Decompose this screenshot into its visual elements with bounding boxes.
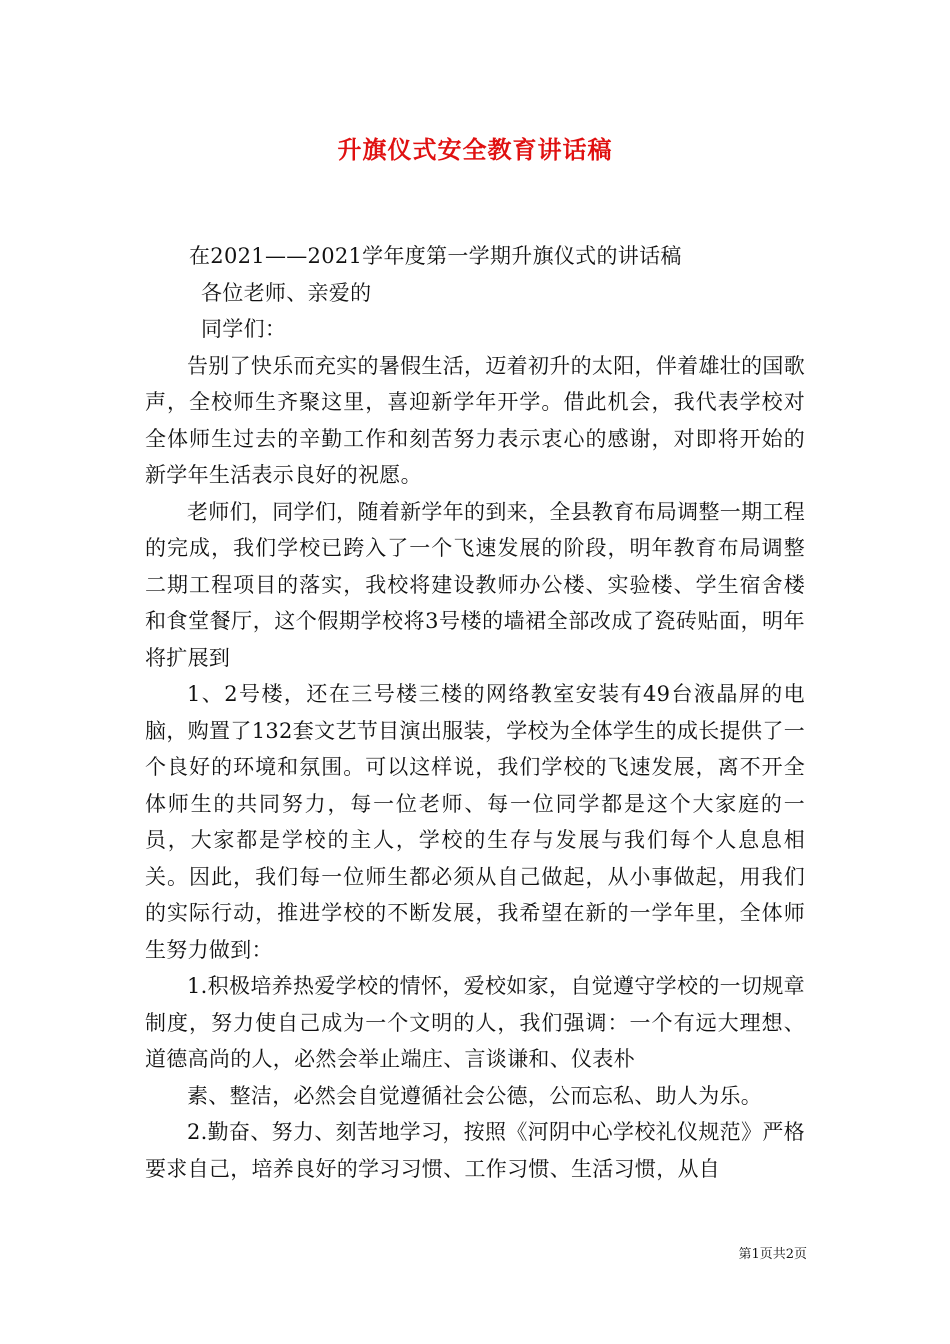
body-paragraph: 1.积极培养热爱学校的情怀，爱校如家，自觉遵守学校的一切规章制度，努力使自己成为一个文明的人，我们强调：一个有远大理想、道德高尚的人，必然会举止端庄、言谈谦和、仪表朴: [145, 974, 805, 1071]
salutation-line-1: 各位老师、亲爱的: [201, 280, 372, 305]
body-paragraph: 1、2号楼，还在三号楼三楼的网络教室安装有49台液晶屏的电脑，购置了132套文艺节目演出服装，学校为全体学生的成长提供了一个良好的环境和氛围。可以这样说，我们学校的飞速发展，离不开全体师生的共同努力，每一位老师、每一位同学都是这个大家庭的一员，大家都是学校的主人，学校的生存与发展与我们每个人息息相关。因此，我们每一位师生都必须从自己做起，从小事做起，用我们的实际行动，推进学校的不断发展，我希望在新的一学年里，全体师生努力做到：: [145, 682, 805, 962]
document-title: 升旗仪式安全教育讲话稿: [337, 135, 613, 164]
body-paragraph: 素、整洁，必然会自觉遵循社会公德，公而忘私、助人为乐。: [187, 1083, 763, 1108]
document-body: [145, 238, 805, 1187]
salutation-line-2: 同学们：: [201, 317, 287, 341]
subtitle-paragraph: 在2021——2021学年度第一学期升旗仪式的讲话稿: [189, 244, 682, 268]
body-paragraph: 老师们，同学们，随着新学年的到来，全县教育布局调整一期工程的完成，我们学校已跨入了一个飞速发展的阶段，明年教育布局调整二期工程项目的落实，我校将建设教师办公楼、实验楼、学生宿舍楼和食堂餐厅，这个假期学校将3号楼的墙裙全部改成了瓷砖贴面，明年将扩展到: [145, 499, 805, 670]
body-paragraph: 告别了快乐而充实的暑假生活，迈着初升的太阳，伴着雄壮的国歌声，全校师生齐聚这里，喜迎新学年开学。借此机会，我代表学校对全体师生过去的辛勤工作和刻苦努力表示衷心的感谢，对即将开始的新学年生活表示良好的祝愿。: [145, 353, 805, 487]
body-paragraph: 2.勤奋、努力、刻苦地学习，按照《河阴中心学校礼仪规范》严格要求自己，培养良好的学习习惯、工作习惯、生活习惯，从自: [145, 1120, 805, 1181]
page-number-footer: 第1页共2页: [738, 1247, 807, 1262]
